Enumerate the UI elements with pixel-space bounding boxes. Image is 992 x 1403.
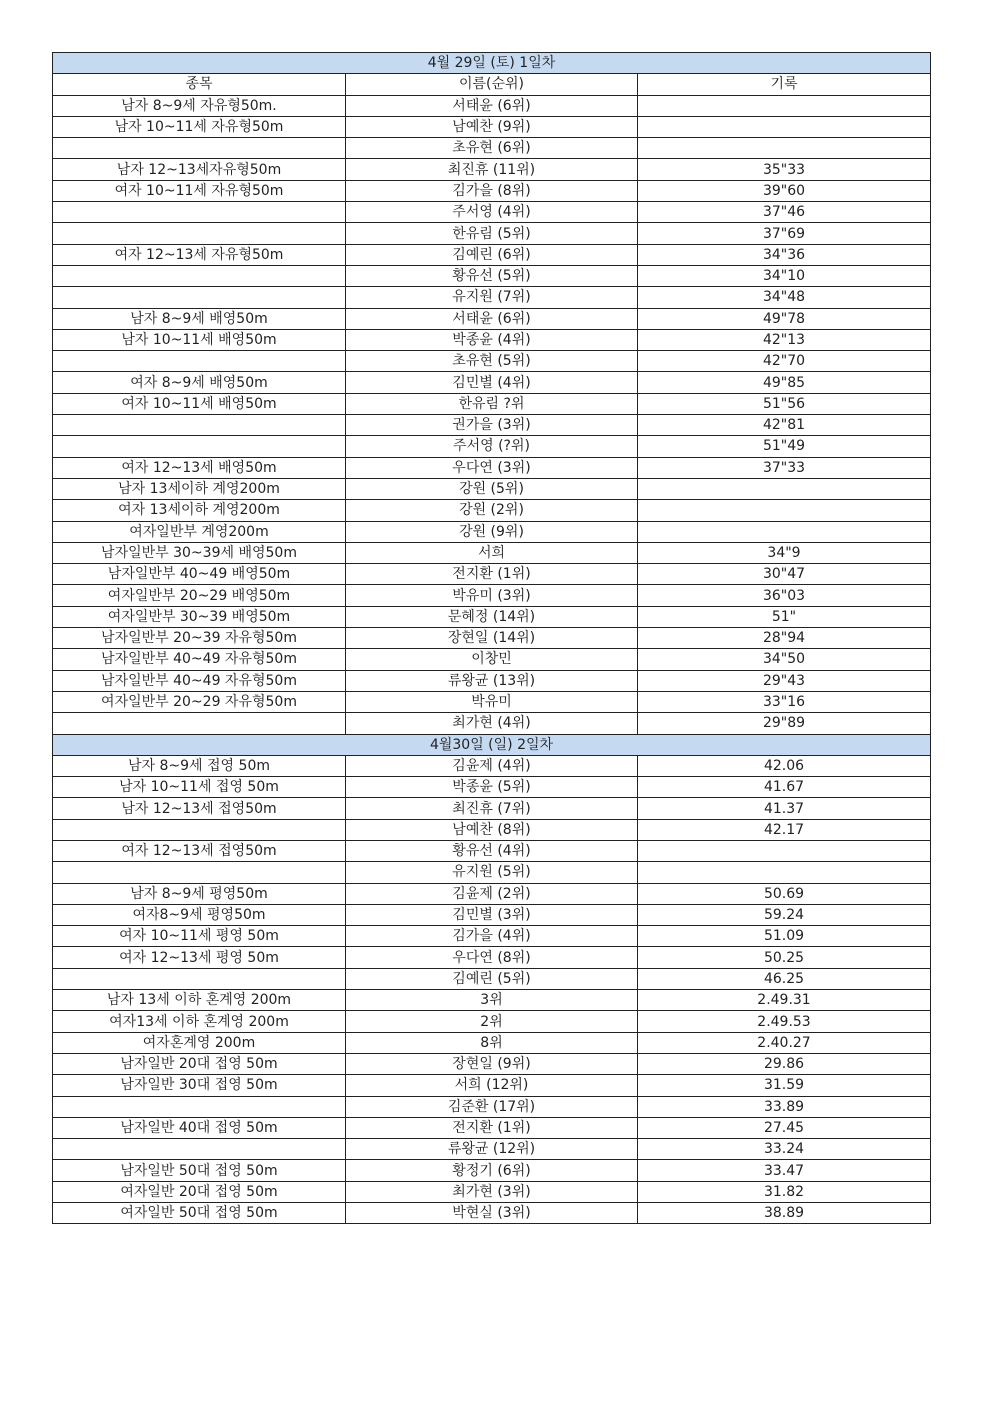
event-cell: 남자일반부 20~39 자유형50m (53, 628, 346, 649)
record-cell: 33.89 (638, 1096, 931, 1117)
table-row (53, 1053, 931, 1074)
event-cell: 남자일반부 40~49 자유형50m (53, 670, 346, 691)
record-cell (638, 521, 931, 542)
record-cell (638, 116, 931, 137)
record-cell: 41.37 (638, 798, 931, 819)
record-cell: 28"94 (638, 628, 931, 649)
name-rank-cell: 문혜정 (14위) (346, 606, 638, 627)
table-row (53, 351, 931, 372)
event-cell: 남자일반부 40~49 자유형50m (53, 649, 346, 670)
table-row (53, 968, 931, 989)
table-row (53, 223, 931, 244)
event-cell: 여자 13세이하 계영200m (53, 500, 346, 521)
event-cell: 여자13세 이하 혼계영 200m (53, 1011, 346, 1032)
name-rank-cell: 황유선 (4위) (346, 840, 638, 861)
name-rank-cell: 최가현 (4위) (346, 713, 638, 734)
name-rank-cell: 강원 (2위) (346, 500, 638, 521)
event-cell: 남자 8~9세 접영 50m (53, 755, 346, 776)
record-cell: 34"36 (638, 244, 931, 265)
table-row (53, 564, 931, 585)
record-cell: 31.82 (638, 1181, 931, 1202)
table-row (53, 777, 931, 798)
event-cell: 남자 12~13세 접영50m (53, 798, 346, 819)
table-row (53, 500, 931, 521)
event-cell: 여자혼계영 200m (53, 1032, 346, 1053)
table-row (53, 1011, 931, 1032)
table-row (53, 393, 931, 414)
record-cell: 39"60 (638, 180, 931, 201)
results-table (52, 52, 931, 1224)
name-rank-cell: 초유현 (6위) (346, 138, 638, 159)
name-rank-cell: 최진휴 (7위) (346, 798, 638, 819)
record-cell: 35"33 (638, 159, 931, 180)
record-cell: 36"03 (638, 585, 931, 606)
event-cell (53, 1096, 346, 1117)
name-rank-cell: 이창민 (346, 649, 638, 670)
day-title: 4월 29일 (토) 1일차 (53, 53, 931, 74)
event-cell: 여자 12~13세 자유형50m (53, 244, 346, 265)
table-row (53, 542, 931, 563)
results-table-body (53, 53, 931, 1224)
name-rank-cell: 2위 (346, 1011, 638, 1032)
column-header-record: 기록 (638, 74, 931, 95)
table-row (53, 436, 931, 457)
table-row (53, 649, 931, 670)
name-rank-cell: 최진휴 (11위) (346, 159, 638, 180)
table-row (53, 287, 931, 308)
event-cell: 여자 10~11세 자유형50m (53, 180, 346, 201)
day-title: 4월30일 (일) 2일차 (53, 734, 931, 755)
record-cell: 34"50 (638, 649, 931, 670)
record-cell: 51"56 (638, 393, 931, 414)
name-rank-cell: 장현일 (14위) (346, 628, 638, 649)
record-cell: 33.47 (638, 1160, 931, 1181)
event-cell: 남자 10~11세 접영 50m (53, 777, 346, 798)
record-cell: 37"69 (638, 223, 931, 244)
table-row (53, 883, 931, 904)
record-cell: 34"10 (638, 265, 931, 286)
record-cell (638, 862, 931, 883)
name-rank-cell: 우다연 (8위) (346, 947, 638, 968)
event-cell: 남자 8~9세 배영50m (53, 308, 346, 329)
table-row (53, 840, 931, 861)
record-cell (638, 95, 931, 116)
name-rank-cell: 박종윤 (4위) (346, 329, 638, 350)
name-rank-cell: 우다연 (3위) (346, 457, 638, 478)
event-cell: 남자일반 50대 접영 50m (53, 1160, 346, 1181)
record-cell: 49"78 (638, 308, 931, 329)
record-cell: 49"85 (638, 372, 931, 393)
event-cell (53, 1139, 346, 1160)
record-cell: 2.40.27 (638, 1032, 931, 1053)
event-cell (53, 819, 346, 840)
record-cell: 37"33 (638, 457, 931, 478)
name-rank-cell: 장현일 (9위) (346, 1053, 638, 1074)
event-cell: 여자 12~13세 배영50m (53, 457, 346, 478)
table-row (53, 138, 931, 159)
column-header-row (53, 74, 931, 95)
event-cell (53, 138, 346, 159)
event-cell: 남자 12~13세자유형50m (53, 159, 346, 180)
event-cell: 여자일반부 30~39 배영50m (53, 606, 346, 627)
record-cell: 38.89 (638, 1203, 931, 1224)
name-rank-cell: 박유미 (346, 691, 638, 712)
record-cell (638, 138, 931, 159)
event-cell: 남자 10~11세 자유형50m (53, 116, 346, 137)
record-cell: 51.09 (638, 926, 931, 947)
event-cell (53, 223, 346, 244)
name-rank-cell: 박현실 (3위) (346, 1203, 638, 1224)
name-rank-cell: 3위 (346, 990, 638, 1011)
record-cell: 29"89 (638, 713, 931, 734)
event-cell: 여자 10~11세 평영 50m (53, 926, 346, 947)
table-row (53, 1117, 931, 1138)
record-cell: 50.25 (638, 947, 931, 968)
record-cell (638, 500, 931, 521)
table-row (53, 265, 931, 286)
event-cell (53, 862, 346, 883)
table-row (53, 713, 931, 734)
table-row (53, 159, 931, 180)
event-cell: 남자 13세 이하 혼계영 200m (53, 990, 346, 1011)
column-header-event: 종목 (53, 74, 346, 95)
table-row (53, 521, 931, 542)
record-cell: 34"48 (638, 287, 931, 308)
table-row (53, 116, 931, 137)
event-cell (53, 713, 346, 734)
column-header-name-rank: 이름(순위) (346, 74, 638, 95)
table-row (53, 755, 931, 776)
event-cell (53, 265, 346, 286)
table-row (53, 1203, 931, 1224)
table-row (53, 457, 931, 478)
event-cell: 남자 8~9세 평영50m (53, 883, 346, 904)
name-rank-cell: 박유미 (3위) (346, 585, 638, 606)
record-cell: 46.25 (638, 968, 931, 989)
event-cell: 여자일반 20대 접영 50m (53, 1181, 346, 1202)
name-rank-cell: 김민별 (3위) (346, 904, 638, 925)
table-row (53, 1160, 931, 1181)
event-cell (53, 968, 346, 989)
table-row (53, 329, 931, 350)
name-rank-cell: 김민별 (4위) (346, 372, 638, 393)
event-cell: 여자일반부 계영200m (53, 521, 346, 542)
event-cell: 남자일반 30대 접영 50m (53, 1075, 346, 1096)
name-rank-cell: 유지원 (7위) (346, 287, 638, 308)
record-cell: 30"47 (638, 564, 931, 585)
name-rank-cell: 박종윤 (5위) (346, 777, 638, 798)
table-row (53, 95, 931, 116)
event-cell: 남자 13세이하 계영200m (53, 478, 346, 499)
table-row (53, 798, 931, 819)
record-cell: 51"49 (638, 436, 931, 457)
record-cell: 2.49.53 (638, 1011, 931, 1032)
table-row (53, 926, 931, 947)
event-cell: 여자일반부 20~29 자유형50m (53, 691, 346, 712)
table-row (53, 202, 931, 223)
name-rank-cell: 주서영 (?위) (346, 436, 638, 457)
name-rank-cell: 류왕균 (13위) (346, 670, 638, 691)
table-row (53, 606, 931, 627)
record-cell: 34"9 (638, 542, 931, 563)
name-rank-cell: 서태윤 (6위) (346, 308, 638, 329)
event-cell: 남자 10~11세 배영50m (53, 329, 346, 350)
day-header-row (53, 734, 931, 755)
name-rank-cell: 김예린 (5위) (346, 968, 638, 989)
name-rank-cell: 초유현 (5위) (346, 351, 638, 372)
record-cell: 29"43 (638, 670, 931, 691)
name-rank-cell: 김윤제 (2위) (346, 883, 638, 904)
name-rank-cell: 강원 (9위) (346, 521, 638, 542)
name-rank-cell: 김예린 (6위) (346, 244, 638, 265)
event-cell: 남자일반 20대 접영 50m (53, 1053, 346, 1074)
record-cell: 59.24 (638, 904, 931, 925)
event-cell: 여자일반 50대 접영 50m (53, 1203, 346, 1224)
table-row (53, 1032, 931, 1053)
name-rank-cell: 김가을 (4위) (346, 926, 638, 947)
record-cell (638, 840, 931, 861)
table-row (53, 628, 931, 649)
table-row (53, 415, 931, 436)
record-cell: 42"13 (638, 329, 931, 350)
table-row (53, 1181, 931, 1202)
table-row (53, 585, 931, 606)
table-row (53, 670, 931, 691)
event-cell: 여자 8~9세 배영50m (53, 372, 346, 393)
name-rank-cell: 서태윤 (6위) (346, 95, 638, 116)
event-cell (53, 436, 346, 457)
name-rank-cell: 서희 (12위) (346, 1075, 638, 1096)
event-cell: 여자일반부 20~29 배영50m (53, 585, 346, 606)
record-cell: 27.45 (638, 1117, 931, 1138)
table-row (53, 180, 931, 201)
name-rank-cell: 남예찬 (9위) (346, 116, 638, 137)
event-cell (53, 287, 346, 308)
name-rank-cell: 전지환 (1위) (346, 1117, 638, 1138)
record-cell: 37"46 (638, 202, 931, 223)
table-row (53, 904, 931, 925)
table-row (53, 691, 931, 712)
name-rank-cell: 황유선 (5위) (346, 265, 638, 286)
name-rank-cell: 권가을 (3위) (346, 415, 638, 436)
record-cell: 33"16 (638, 691, 931, 712)
name-rank-cell: 황정기 (6위) (346, 1160, 638, 1181)
name-rank-cell: 김가을 (8위) (346, 180, 638, 201)
event-cell: 남자일반부 40~49 배영50m (53, 564, 346, 585)
record-cell: 31.59 (638, 1075, 931, 1096)
record-cell: 29.86 (638, 1053, 931, 1074)
event-cell: 남자일반 40대 접영 50m (53, 1117, 346, 1138)
event-cell: 남자일반부 30~39세 배영50m (53, 542, 346, 563)
name-rank-cell: 한유림 ?위 (346, 393, 638, 414)
event-cell: 남자 8~9세 자유형50m. (53, 95, 346, 116)
table-row (53, 308, 931, 329)
name-rank-cell: 서희 (346, 542, 638, 563)
record-cell: 42.06 (638, 755, 931, 776)
day-header-row (53, 53, 931, 74)
event-cell (53, 415, 346, 436)
name-rank-cell: 주서영 (4위) (346, 202, 638, 223)
table-row (53, 990, 931, 1011)
name-rank-cell: 8위 (346, 1032, 638, 1053)
record-cell: 51" (638, 606, 931, 627)
name-rank-cell: 유지원 (5위) (346, 862, 638, 883)
event-cell: 여자 12~13세 접영50m (53, 840, 346, 861)
event-cell (53, 202, 346, 223)
record-cell: 42.17 (638, 819, 931, 840)
name-rank-cell: 김윤제 (4위) (346, 755, 638, 776)
name-rank-cell: 한유림 (5위) (346, 223, 638, 244)
table-row (53, 947, 931, 968)
event-cell: 여자 12~13세 평영 50m (53, 947, 346, 968)
table-row (53, 372, 931, 393)
table-row (53, 862, 931, 883)
table-row (53, 819, 931, 840)
event-cell (53, 351, 346, 372)
record-cell: 2.49.31 (638, 990, 931, 1011)
name-rank-cell: 전지환 (1위) (346, 564, 638, 585)
name-rank-cell: 남예찬 (8위) (346, 819, 638, 840)
record-cell: 50.69 (638, 883, 931, 904)
table-row (53, 478, 931, 499)
event-cell: 여자 10~11세 배영50m (53, 393, 346, 414)
table-row (53, 1096, 931, 1117)
record-cell: 42"81 (638, 415, 931, 436)
record-cell (638, 478, 931, 499)
name-rank-cell: 김준환 (17위) (346, 1096, 638, 1117)
table-row (53, 1139, 931, 1160)
record-cell: 33.24 (638, 1139, 931, 1160)
name-rank-cell: 류왕균 (12위) (346, 1139, 638, 1160)
table-row (53, 1075, 931, 1096)
name-rank-cell: 강원 (5위) (346, 478, 638, 499)
event-cell: 여자8~9세 평영50m (53, 904, 346, 925)
name-rank-cell: 최가현 (3위) (346, 1181, 638, 1202)
table-row (53, 244, 931, 265)
record-cell: 41.67 (638, 777, 931, 798)
record-cell: 42"70 (638, 351, 931, 372)
